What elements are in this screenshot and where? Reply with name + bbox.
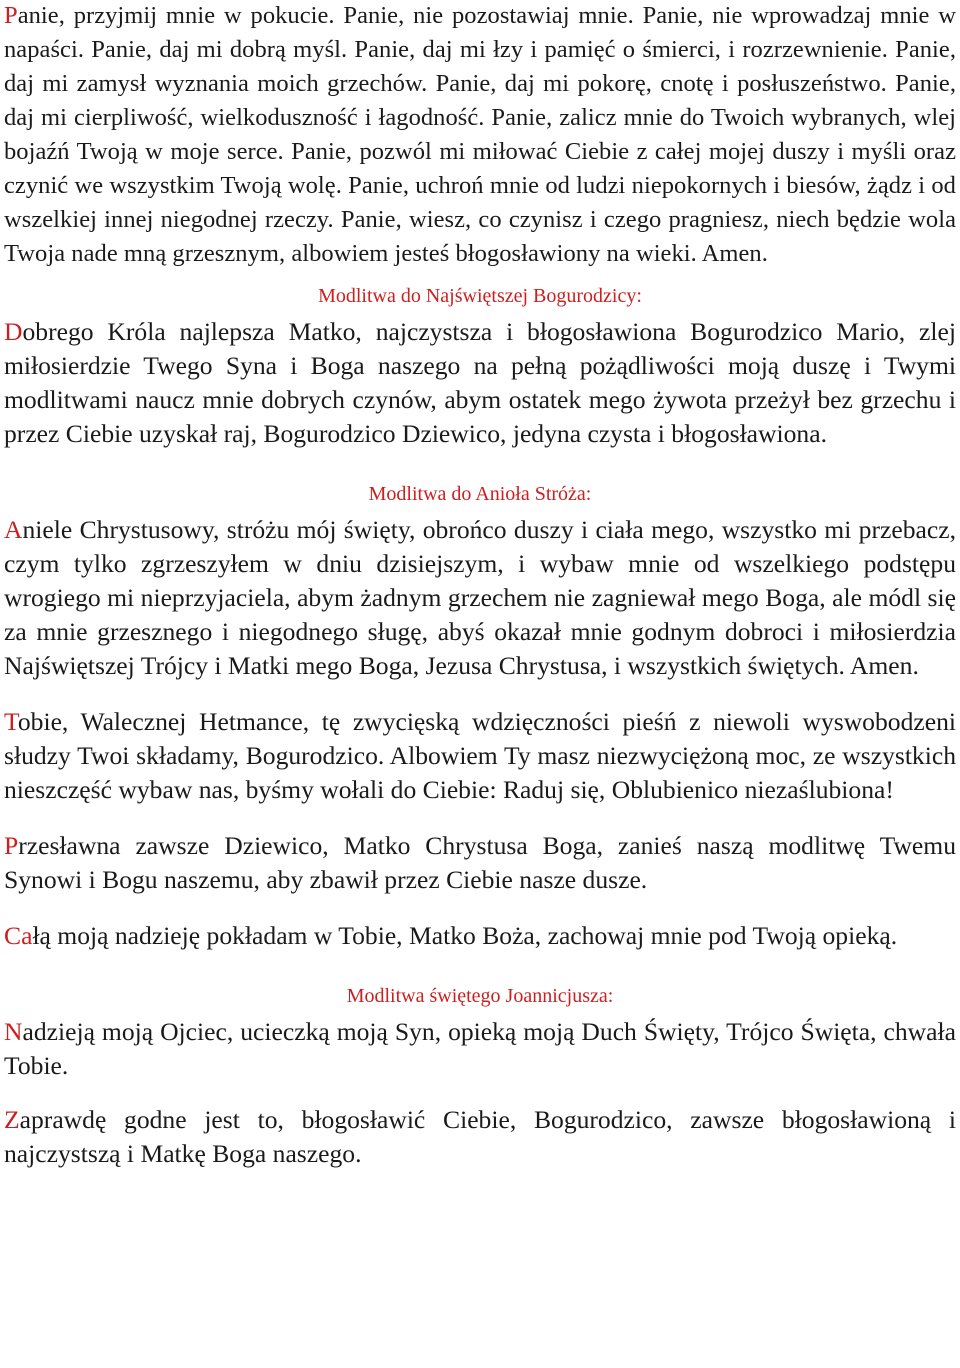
paragraph-text: rzesławna zawsze Dziewico, Matko Chrystusa Boga, zanieś naszą modlitwę Twemu Synowi i Bogu naszemu, aby zbawił przez Ciebie nasze dusze. bbox=[4, 831, 956, 894]
paragraph-text: obie, Walecznej Hetmance, tę zwycięską wdzięczności pieśń z niewoli wyswobodzeni słudzy Twoi składamy, Bogurodzico. Albowiem Ty masz niezwyciężoną moc, ze wszystkich nieszczęść wybaw nas, byśmy wołali do Ciebie: Raduj się, Oblubienico niezaślubiona! bbox=[4, 707, 956, 804]
paragraph-text: adzieją moją Ojciec, ucieczką moją Syn, opieką moją Duch Święty, Trójco Święta, chwała Tobie. bbox=[4, 1017, 956, 1080]
section-heading-bogurodzica: Modlitwa do Najświętszej Bogurodzicy: bbox=[318, 285, 642, 307]
drop-initial: N bbox=[4, 1017, 23, 1046]
paragraph-text: niele Chrystusowy, stróżu mój święty, obrońco duszy i ciała mego, wszystko mi przebacz, czym tylko zgrzeszyłem w dniu dzisiejszym, i wybaw mnie od wszelkiego podstępu wrogiego mi nieprzyjaciela, abym żadnym grzechem nie zagniewał mego Boga, ale módl się za mnie grzesznego i niegodnego sługę, abyś okazał mnie godnym dobroci i miłosierdzia Najświętszej Trójcy i Matki mego Boga, Jezusa Chrystusa, i wszystkich świętych. Amen. bbox=[4, 515, 956, 680]
drop-initial: A bbox=[4, 515, 23, 544]
drop-initial: Ca bbox=[4, 921, 33, 950]
prayer-aniol-stroz bbox=[4, 513, 956, 683]
drop-initial: P bbox=[4, 831, 19, 860]
section-heading-aniol: Modlitwa do Anioła Stróża: bbox=[368, 483, 592, 505]
section-heading-joannicjusz: Modlitwa świętego Joannicjusza: bbox=[346, 985, 614, 1007]
drop-initial: D bbox=[4, 317, 23, 346]
drop-initial: T bbox=[4, 707, 18, 736]
prayer-zaprawde bbox=[4, 1103, 956, 1171]
paragraph-text: aprawdę godne jest to, błogosławić Ciebie, Bogurodzico, zawsze błogosławioną i najczystszą i Matkę Boga naszego. bbox=[4, 1105, 956, 1168]
prayer-hetmanka bbox=[4, 705, 956, 807]
drop-initial: P bbox=[4, 2, 18, 29]
prayer-przeslawna bbox=[4, 829, 956, 897]
prayer-joannicjusz bbox=[4, 1015, 956, 1083]
paragraph-text: obrego Króla najlepsza Matko, najczystsza i błogosławiona Bogurodzico Mario, zlej miłosierdzie Twego Syna i Boga naszego na pełną pożądliwości moją duszę i Twymi modlitwami naucz mnie dobrych czynów, abym ostatek mego żywota przeżył bez grzechu i przez Ciebie uzyskał raj, Bogurodzico Dziewico, jedyna czysta i błogosławiona. bbox=[4, 317, 956, 448]
paragraph-text: łą moją nadzieję pokładam w Tobie, Matko Boża, zachowaj mnie pod Twoją opieką. bbox=[32, 921, 898, 950]
opening-prayer bbox=[4, 0, 956, 271]
paragraph-text: anie, przyjmij mnie w pokucie. Panie, nie pozostawiaj mnie. Panie, nie wprowadzaj mnie w napaści. Panie, daj mi dobrą myśl. Panie, daj mi łzy i pamięć o śmierci, i rozrzewnienie. Panie, daj mi zamysł wyznania moich grzechów. Panie, daj mi pokorę, cnotę i posłuszeństwo. Panie, daj mi cierpliwość, wielkoduszność i łagodność. Panie, zalicz mnie do Twoich wybranych, wlej bojaźń Twoją w moje serce. Panie, pozwól mi miłować Ciebie z całej mojej duszy i myśli oraz czynić we wszystkim Twoją wolę. Panie, uchroń mnie od ludzi niepokornych i biesów, żądz i od wszelkiej innej niegodnej rzeczy. Panie, wiesz, co czynisz i czego pragniesz, niech będzie wola Twoja nade mną grzesznym, albowiem jesteś błogosławiony na wieki. Amen. bbox=[4, 2, 956, 267]
prayer-bogurodzica bbox=[4, 315, 956, 451]
drop-initial: Z bbox=[4, 1105, 20, 1134]
prayer-nadzieja bbox=[4, 919, 956, 953]
